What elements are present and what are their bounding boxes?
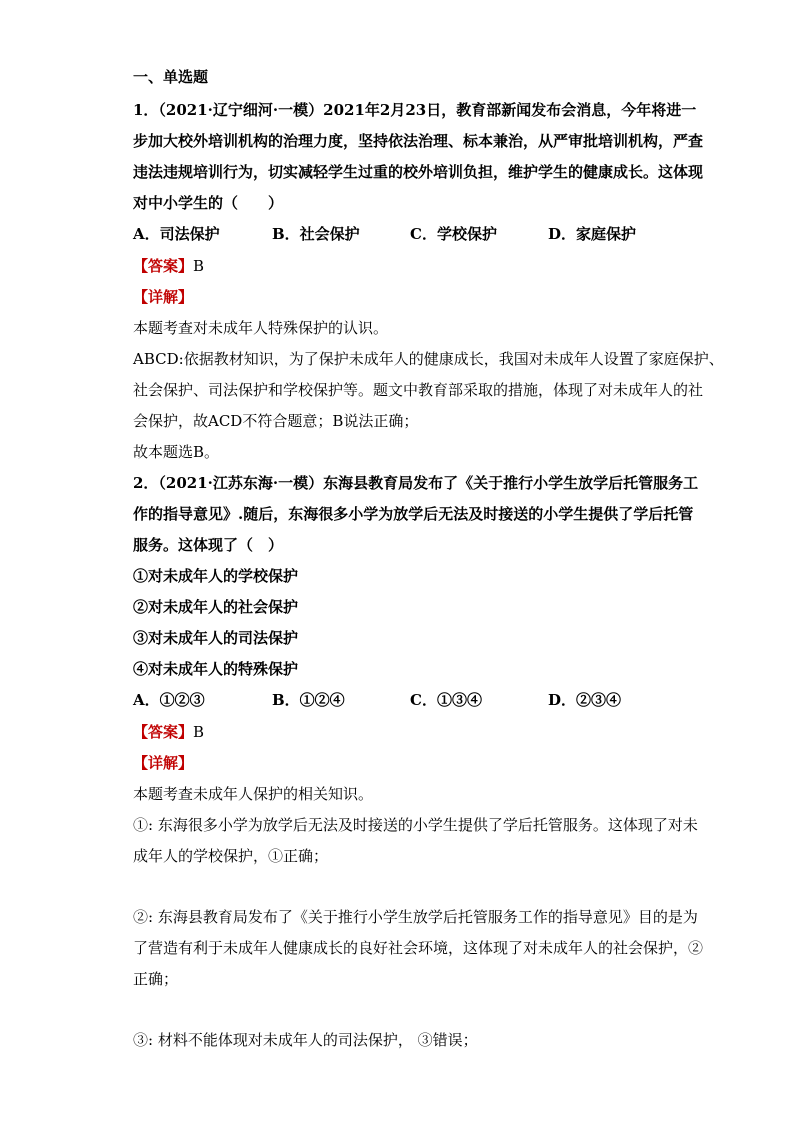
q2-detail-line-5: 了营造有利于未成年人健康成长的良好社会环境，这体现了对未成年人的社会保护，② <box>133 939 704 957</box>
q2-option-a: A．①②③ <box>133 691 205 709</box>
q2-stem-line-3: 服务。这体现了（ ） <box>133 536 284 554</box>
q2-statement-1: ①对未成年人的学校保护 <box>133 567 299 585</box>
q2-detail-label: 【详解】 <box>133 754 194 772</box>
section-title: 一、单选题 <box>133 68 209 86</box>
q1-detail-line-5: 故本题选B。 <box>133 443 220 461</box>
q2-detail-line-3: 成年人的学校保护，①正确； <box>133 847 329 865</box>
q2-detail-line-2: ①: 东海很多小学为放学后无法及时接送的小学生提供了学后托管服务。这体现了对未 <box>133 816 698 834</box>
q1-detail-line-3: 社会保护、司法保护和学校保护等。题文中教育部采取的措施，体现了对未成年人的社 <box>133 381 704 399</box>
q1-option-a: A．司法保护 <box>133 225 220 243</box>
q1-answer-label: 【答案】 <box>133 257 194 275</box>
q2-stem-line-2: 作的指导意见》.随后，东海很多小学为放学后无法及时接送的小学生提供了学后托管 <box>133 505 694 523</box>
q2-detail-line-7: ③: 材料不能体现对未成年人的司法保护， ③错误； <box>133 1031 478 1049</box>
q2-statement-2: ②对未成年人的社会保护 <box>133 598 299 616</box>
q2-answer-value: B <box>193 723 205 741</box>
q2-statement-4: ④对未成年人的特殊保护 <box>133 660 299 678</box>
q1-detail-label: 【详解】 <box>133 288 194 306</box>
q2-detail-line-1: 本题考查未成年人保护的相关知识。 <box>133 785 374 803</box>
q1-answer <box>133 256 204 276</box>
q2-statement-3: ③对未成年人的司法保护 <box>133 629 299 647</box>
q1-option-c: C．学校保护 <box>410 225 497 243</box>
q2-detail-line-4: ②: 东海县教育局发布了《关于推行小学生放学后托管服务工作的指导意见》目的是为 <box>133 908 698 926</box>
q1-answer-value: B <box>193 257 205 275</box>
q1-option-d: D．家庭保护 <box>548 225 637 243</box>
q2-answer-label: 【答案】 <box>133 723 194 741</box>
q1-detail-line-4: 会保护，故ACD不符合题意；B说法正确； <box>133 412 419 430</box>
q2-option-b: B．①②④ <box>272 691 345 709</box>
q1-stem-line-2: 步加大校外培训机构的治理力度，坚持依法治理、标本兼治，从严审批培训机构，严查 <box>133 132 704 150</box>
q1-detail-line-2: ABCD:依据教材知识，为了保护未成年人的健康成长，我国对未成年人设置了家庭保护、 <box>133 350 724 368</box>
q1-stem-line-3: 违法违规培训行为，切实减轻学生过重的校外培训负担，维护学生的健康成长。这体现 <box>133 163 704 181</box>
q1-stem-line-4: 对中小学生的（ ） <box>133 194 284 212</box>
q2-detail-line-6: 正确； <box>133 970 179 988</box>
q2-option-d: D．②③④ <box>548 691 622 709</box>
q1-stem-line-1: 1．（2021·辽宁细河·一模）2021年2月23日，教育部新闻发布会消息，今年将进一 <box>133 101 697 119</box>
q1-detail-line-1: 本题考查对未成年人特殊保护的认识。 <box>133 319 389 337</box>
q1-option-b: B．社会保护 <box>272 225 360 243</box>
q2-answer <box>133 722 204 742</box>
q2-option-c: C．①③④ <box>410 691 482 709</box>
q2-stem-line-1: 2．（2021·江苏东海·一模）东海县教育局发布了《关于推行小学生放学后托管服务工 <box>133 474 699 492</box>
